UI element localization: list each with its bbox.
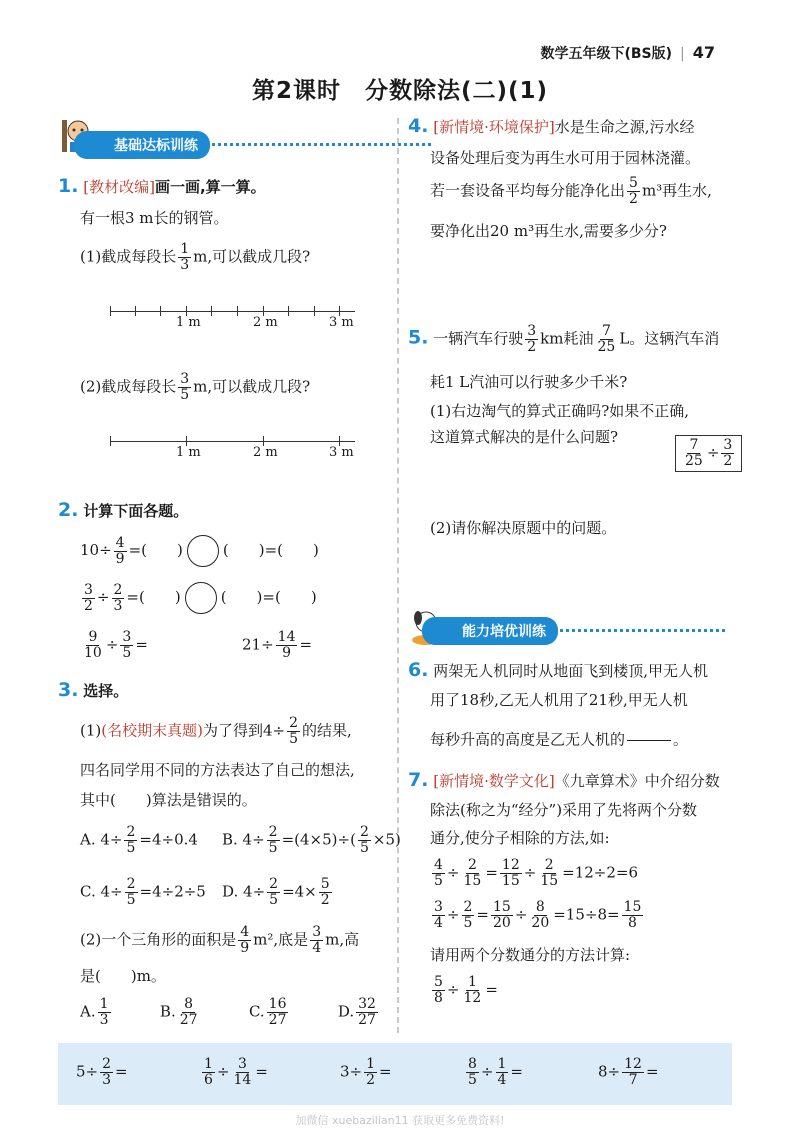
frac-15-20: [491, 900, 513, 931]
number-line-1: [110, 303, 355, 330]
choice-frac: [356, 997, 378, 1028]
q1-p1-post: m,可以截成几段?: [193, 247, 311, 266]
frac-3-5: [120, 630, 133, 661]
frac-1-12: [462, 975, 484, 1006]
equals-sign: =: [255, 1062, 268, 1081]
q1-p2-post: m,可以截成几段?: [193, 377, 311, 396]
page-header: [540, 43, 715, 63]
q5-l1-mid: km耗油: [540, 329, 594, 348]
frac-den: 9: [115, 550, 125, 567]
q7-line4: 请用两个分数通分的方法计算:: [430, 946, 631, 964]
q5-number: 5.: [408, 326, 429, 349]
frac-7-25: [683, 438, 705, 469]
answer-circle[interactable]: [185, 582, 217, 614]
frac-num: 2: [126, 824, 136, 840]
q1-p1-pre: (1)截成每段长: [80, 247, 177, 266]
frac-3-4: [310, 925, 323, 956]
frac-num: 8: [184, 996, 194, 1012]
div-sign: ÷: [105, 635, 119, 654]
q4-l3-post: m³再生水,: [641, 181, 712, 200]
q4-l3-pre: 若一套设备平均每分能净化出: [430, 181, 626, 200]
q1-number: 1.: [58, 175, 79, 197]
frac-num: 5: [629, 175, 638, 191]
frac-den: 15: [540, 873, 559, 889]
frac-7-25: [596, 324, 618, 355]
tick-label-3m: 3 m: [329, 315, 354, 330]
page-number: 47: [692, 43, 715, 62]
footer-item-5: [598, 1057, 659, 1088]
q6-line3: [430, 725, 688, 756]
equals-sign: =: [379, 1062, 392, 1081]
q3-number: 3.: [58, 679, 79, 701]
div-sign: ÷: [523, 863, 537, 882]
q1-p2-pre: (2)截成每段长: [80, 377, 177, 396]
frac-den: 5: [463, 915, 473, 931]
frac-num: 12: [501, 857, 520, 873]
q6-line1: [408, 660, 708, 681]
frac-num: 32: [358, 996, 376, 1012]
frac-num: 1: [467, 974, 477, 990]
q3-option-b[interactable]: [222, 825, 401, 856]
frac-num: 5: [320, 876, 330, 892]
frac-num: 8: [468, 1056, 477, 1072]
frac-3-14: [232, 1057, 254, 1088]
frac-den: 5: [434, 873, 443, 889]
frac-num: 1: [180, 241, 190, 257]
q3-s1-pre: (1): [80, 721, 102, 740]
q7-line2: 除法(称之为“经分”)采用了先将两个分数: [430, 801, 698, 819]
frac-1-2: [364, 1057, 377, 1088]
opt-post2: ×5): [372, 830, 401, 849]
div-sign: ÷: [96, 588, 110, 606]
frac-2-3: [112, 583, 125, 614]
footer-pre: 3÷: [340, 1062, 363, 1081]
q5-line1: [408, 324, 719, 355]
q3-s2-choices: [80, 997, 380, 1028]
frac-den: 4: [312, 940, 322, 956]
q7-line3: 通分,使分子相除的方法,如:: [430, 829, 610, 847]
frac-num: 2: [113, 581, 123, 598]
frac-den: 20: [531, 915, 550, 931]
q3-option-d[interactable]: [222, 877, 334, 908]
book-title: 数学五年级下(BS版): [540, 46, 673, 62]
frac-num: 1: [497, 1056, 507, 1072]
q7-tag: [新情境·数学文化]: [433, 772, 555, 790]
frac-2-15: [538, 858, 560, 889]
frac-den: 4: [434, 915, 443, 931]
opt-label: D. 4÷: [222, 882, 266, 901]
q2-row3a: [80, 630, 148, 661]
q2-row2: [80, 582, 317, 614]
opt-label: A. 4÷: [80, 830, 123, 849]
q2-number: 2.: [58, 499, 79, 521]
div-sign: ÷: [216, 1062, 230, 1081]
frac-num: 5: [434, 974, 443, 990]
div-sign: ÷: [706, 443, 720, 462]
choice-frac: [178, 997, 200, 1028]
q4-number: 4.: [408, 115, 429, 137]
equals-sign: =: [299, 635, 313, 654]
choice-d[interactable]: [338, 997, 380, 1028]
frac-2-5: [125, 877, 138, 908]
choice-label: C.: [248, 1002, 265, 1021]
frac-3-2: [721, 438, 734, 469]
q6-l1: 两架无人机同时从地面飞到楼顶,甲无人机: [433, 662, 709, 680]
frac-num: 2: [359, 824, 369, 840]
frac-2-5: [267, 877, 280, 908]
frac-num: 4: [434, 857, 443, 873]
frac-den: 25: [685, 453, 703, 469]
choice-label: A.: [80, 1002, 96, 1021]
tick-label-1m: 1 m: [176, 315, 201, 330]
q2-r1-blank: =( ): [128, 541, 183, 559]
frac-3-2: [525, 324, 538, 355]
frac-4-9: [114, 536, 127, 567]
frac-den: 2: [527, 339, 537, 355]
number-line-2: [110, 433, 355, 460]
div-sign: ÷: [480, 1062, 494, 1081]
frac-5-2: [627, 176, 640, 207]
q2-row3b: [242, 630, 312, 661]
q7-l1: 《九章算术》中介绍分数: [554, 772, 720, 790]
frac-5-8: [432, 975, 445, 1006]
frac-den: 6: [204, 1072, 213, 1088]
frac-4-5: [432, 858, 445, 889]
choice-label: B.: [159, 1002, 176, 1021]
frac-den: 3: [99, 1012, 109, 1028]
choice-a[interactable]: [80, 997, 113, 1028]
frac-den: 27: [179, 1012, 198, 1028]
q5-line3: (1)右边淘气的算式正确吗?如果不正确,: [430, 402, 690, 420]
choice-b[interactable]: [160, 997, 202, 1028]
footer-practice-box: [58, 1043, 732, 1105]
frac-5-2: [319, 877, 332, 908]
header-separator: |: [680, 46, 685, 62]
opt-label: B. 4÷: [222, 830, 265, 849]
frac-12-7: [622, 1057, 644, 1088]
q3-header: [58, 680, 128, 701]
equals-sign: =: [135, 635, 148, 654]
q5-line4: 这道算式解决的是什么问题?: [430, 428, 619, 446]
frac-num: 15: [493, 899, 511, 915]
q3-option-c[interactable]: [80, 877, 206, 908]
q6-l3: 每秒升高的高度是乙无人机的: [430, 730, 626, 749]
opt-post: =4÷0.4: [139, 830, 198, 849]
q2-row1: [80, 535, 319, 567]
frac-15-8: [622, 900, 644, 931]
frac-4-9: [238, 925, 251, 956]
frac-num: 14: [277, 629, 296, 645]
footer-item-4: [464, 1057, 523, 1088]
frac-num: 3: [122, 629, 132, 645]
frac-num: 7: [689, 437, 699, 453]
q1-part1: [80, 242, 310, 273]
frac-num: 12: [624, 1056, 642, 1072]
choice-frac: [267, 997, 289, 1028]
equals-sign: =: [476, 905, 489, 924]
frac-num: 8: [535, 899, 545, 915]
frac-num: 2: [102, 1056, 112, 1072]
q3-s1-post: 的结果,: [302, 721, 352, 740]
q6-line2: 用了18秒,乙无人机用了21秒,甲无人机: [430, 691, 688, 709]
q2-stem: 计算下面各题。: [83, 502, 189, 520]
q7-exercise: [430, 975, 498, 1006]
frac-den: 9: [282, 645, 292, 661]
q7-example2: [430, 900, 645, 931]
q7-line1: [408, 770, 720, 791]
frac-den: 3: [180, 257, 190, 273]
opt-post: =4×: [282, 882, 317, 901]
frac-2-15: [462, 858, 484, 889]
frac-num: 3: [723, 437, 733, 453]
frac-den: 5: [122, 645, 132, 661]
q2-r1-pre: 10÷: [80, 541, 112, 559]
q4-line2: 设备处理后变为再生水可用于园林浇灌。: [430, 149, 701, 167]
frac-14-9: [276, 630, 298, 661]
frac-den: 5: [359, 840, 369, 856]
answer-fraction-blank[interactable]: [627, 725, 671, 756]
q1-part2: [80, 372, 310, 403]
frac-num: 3: [180, 371, 190, 387]
frac-den: 5: [126, 840, 136, 856]
frac-1-6: [202, 1057, 215, 1088]
q5-line2: 耗1 L汽油可以行驶多少千米?: [430, 373, 628, 391]
div-sign: ÷: [446, 905, 460, 924]
frac-den: 27: [268, 1012, 287, 1028]
choice-c[interactable]: [249, 997, 291, 1028]
frac-num: 9: [88, 629, 98, 645]
frac-den: 10: [84, 645, 102, 661]
opt-label: C. 4÷: [80, 882, 123, 901]
q7-example1: [430, 858, 638, 889]
div-sign: ÷: [446, 980, 460, 999]
frac-den: 7: [628, 1072, 638, 1088]
tick-label-1m: 1 m: [176, 445, 201, 460]
frac-den: 2: [366, 1072, 376, 1088]
frac-den: 2: [84, 597, 93, 614]
frac-den: 8: [434, 990, 443, 1006]
frac-num: 3: [237, 1056, 247, 1072]
q7-e1-post: =12÷2=6: [562, 863, 639, 882]
frac-den: 9: [240, 940, 250, 956]
frac-den: 14: [233, 1072, 252, 1088]
equals-sign: =: [485, 863, 498, 882]
frac-den: 5: [126, 892, 136, 908]
choice-frac: [98, 997, 111, 1028]
frac-den: 20: [493, 915, 511, 931]
q3-s2: [80, 925, 359, 956]
q3-s1-tag: (名校期末真题): [101, 721, 203, 740]
q2-r2-blank: =( ): [126, 588, 181, 606]
q3-stem: 选择。: [83, 682, 129, 700]
frac-den: 3: [113, 597, 123, 614]
taoqi-formula-box: [675, 435, 742, 472]
equals-sign: =: [115, 1062, 128, 1081]
q3-s2-mid: m²,底是: [253, 930, 309, 949]
column-divider: [397, 118, 399, 1033]
frac-num: 2: [269, 876, 279, 892]
opt-post: =4÷2÷5: [139, 882, 206, 901]
tick-label-2m: 2 m: [253, 315, 278, 330]
q1-header: [58, 176, 266, 197]
answer-circle[interactable]: [187, 535, 219, 567]
q3-s1-line3: 其中( )算法是错误的。: [80, 791, 257, 809]
frac-den: 27: [358, 1012, 376, 1028]
footer-item-2: [200, 1057, 268, 1088]
q5-line5: (2)请你解决原题中的问题。: [430, 519, 617, 537]
div-sign: ÷: [514, 905, 528, 924]
frac-den: 2: [320, 892, 330, 908]
div-sign: ÷: [446, 863, 460, 882]
q4-line4: 要净化出20 m³再生水,需要多少分?: [430, 222, 667, 240]
q3-option-a[interactable]: [80, 825, 198, 856]
frac-den: 5: [180, 387, 190, 403]
q5-l1-pre: 一辆汽车行驶: [433, 329, 524, 348]
frac-den: 8: [628, 915, 637, 931]
badge-basic: 基础达标训练: [74, 131, 210, 159]
q2-r1-blank2: ( )=( ): [222, 541, 319, 559]
frac-den: 12: [463, 990, 482, 1006]
q3-s1: [80, 716, 352, 747]
q5-l1-post: L。这辆汽车消: [619, 329, 720, 348]
q4-line1: [408, 116, 695, 137]
frac-num: 4: [240, 924, 250, 940]
tick-label-2m: 2 m: [253, 445, 278, 460]
q6-number: 6.: [408, 659, 429, 681]
q2-header: [58, 500, 188, 521]
opt-post: =(4×5)÷(: [281, 830, 356, 849]
frac-3-4: [432, 900, 445, 931]
q3-s2-line2: 是( )m。: [80, 967, 166, 985]
watermark-text: 加微信 xuebazilian11 获取更多免费资料!: [295, 1114, 505, 1127]
frac-num: 3: [312, 924, 322, 940]
frac-den: 15: [463, 873, 482, 889]
frac-den: 5: [289, 731, 299, 747]
frac-num: 15: [623, 899, 642, 915]
badge-adv-dots: [555, 629, 725, 632]
frac-num: 3: [527, 323, 537, 339]
q4-tag: [新情境·环境保护]: [433, 118, 555, 136]
q7-e2-mid: =15÷8=: [553, 905, 620, 924]
frac-num: 2: [467, 857, 477, 873]
q1-stem: 画一画,算一算。: [154, 178, 266, 196]
frac-den: 3: [102, 1072, 112, 1088]
frac-den: 15: [501, 873, 520, 889]
q4-line3: [430, 176, 712, 207]
frac-8-5: [466, 1057, 479, 1088]
frac-num: 16: [268, 996, 287, 1012]
frac-8-20: [529, 900, 551, 931]
q3-s2-pre: (2)一个三角形的面积是: [80, 930, 237, 949]
q3-s1-text: 为了得到4÷: [202, 721, 286, 740]
q2-r2-blank2: ( )=( ): [220, 588, 317, 606]
frac-num: 4: [115, 534, 125, 551]
q1-tag: [教材改编]: [83, 178, 155, 196]
frac-num: 2: [544, 857, 554, 873]
equals-sign: =: [645, 1062, 659, 1081]
footer-item-1: [76, 1057, 128, 1088]
q3-s2-post: m,高: [325, 930, 360, 949]
frac-num: 3: [434, 899, 443, 915]
frac-2-3: [100, 1057, 113, 1088]
q2-r3b-pre: 21÷: [242, 635, 274, 654]
frac-3-2: [82, 583, 95, 614]
badge-basic-dots: [206, 143, 431, 146]
tick-label-3m: 3 m: [329, 445, 354, 460]
badge-adv: 能力培优训练: [422, 617, 558, 645]
frac-den: 4: [497, 1072, 507, 1088]
frac-2-5: [358, 825, 371, 856]
frac-2-5: [287, 716, 300, 747]
frac-den: 2: [723, 453, 733, 469]
choice-label: D.: [337, 1002, 355, 1021]
frac-12-15: [500, 858, 522, 889]
frac-den: 2: [629, 191, 638, 207]
frac-2-5: [267, 825, 280, 856]
q4-l1: 水是生命之源,污水经: [554, 118, 695, 136]
frac-3-5: [178, 372, 191, 403]
frac-num: 2: [268, 824, 278, 840]
footer-item-3: [340, 1057, 392, 1088]
frac-num: 2: [463, 899, 473, 915]
q1-intro: 有一根3 m长的钢管。: [80, 209, 229, 227]
q7-number: 7.: [408, 769, 429, 791]
q6-l3-post: 。: [673, 730, 689, 749]
frac-9-10: [82, 630, 104, 661]
frac-den: 5: [268, 840, 278, 856]
frac-num: 1: [366, 1056, 376, 1072]
frac-2-5: [462, 900, 475, 931]
frac-num: 1: [204, 1056, 213, 1072]
frac-num: 3: [84, 581, 93, 598]
frac-1-4: [496, 1057, 509, 1088]
frac-den: 25: [597, 339, 616, 355]
footer-pre: 5÷: [76, 1062, 99, 1081]
frac-num: 7: [601, 323, 611, 339]
equals-sign: =: [485, 980, 498, 999]
frac-den: 5: [269, 892, 279, 908]
footer-pre: 8÷: [598, 1062, 621, 1081]
frac-num: 1: [99, 996, 109, 1012]
frac-1-3: [178, 242, 191, 273]
frac-num: 2: [289, 715, 299, 731]
lesson-title: 第2课时 分数除法(二)(1): [251, 78, 549, 104]
frac-num: 2: [126, 876, 136, 892]
equals-sign: =: [510, 1062, 523, 1081]
q3-s1-line2: 四名同学用不同的方法表达了自己的想法,: [80, 761, 355, 779]
frac-2-5: [124, 825, 137, 856]
frac-den: 5: [468, 1072, 477, 1088]
